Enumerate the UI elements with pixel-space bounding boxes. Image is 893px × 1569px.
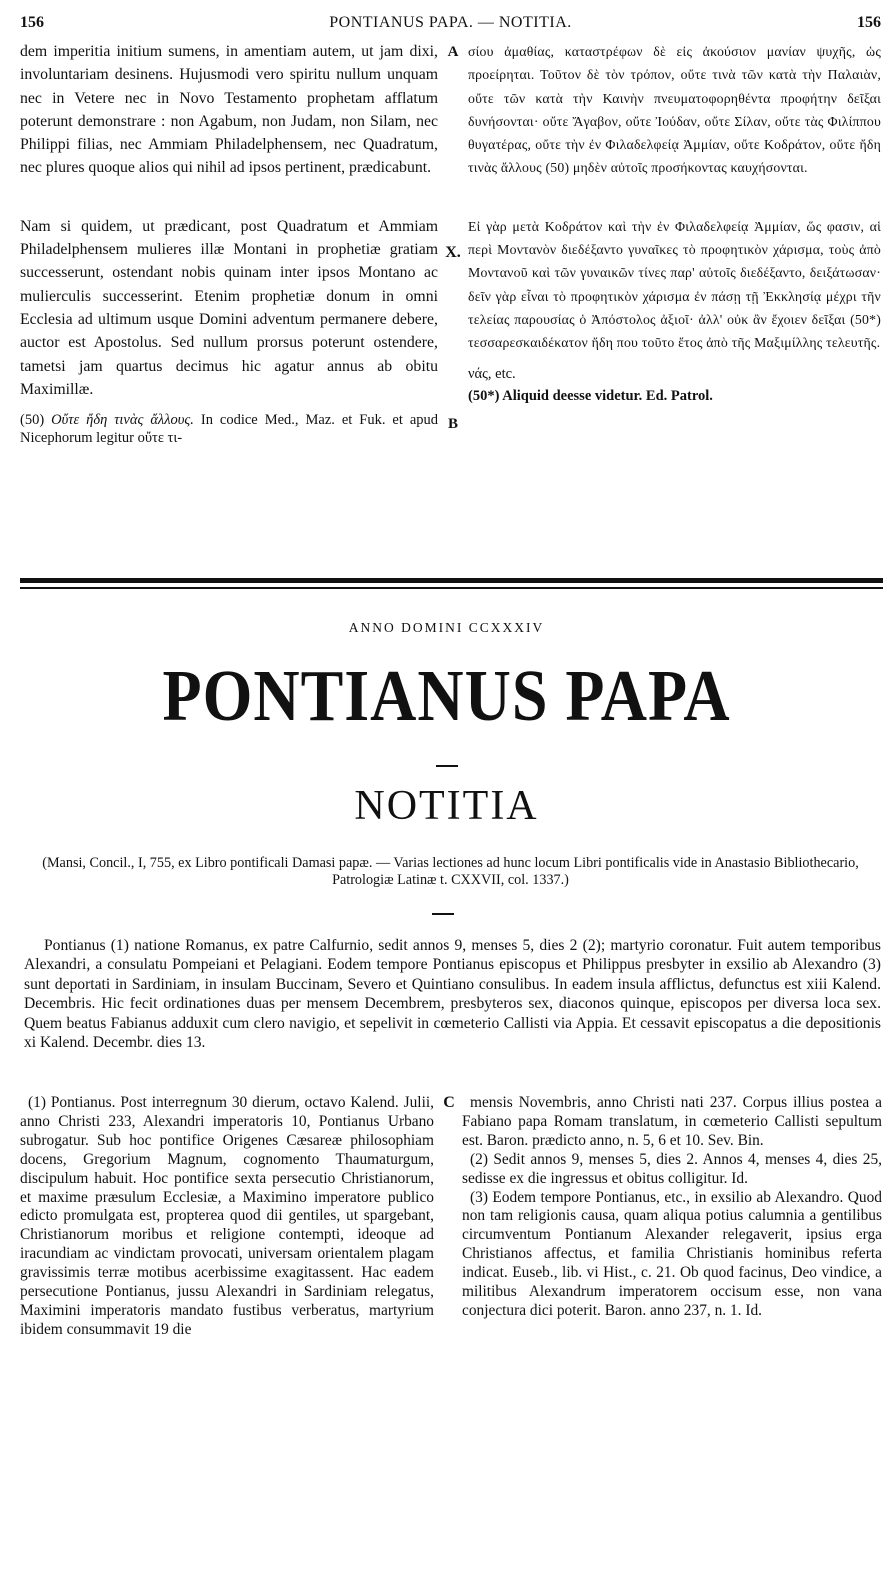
footnote-3: (3) Eodem tempore Pontianus, etc., in exsilio ab Alexandro. Quod non tam religionis causa, quam aliqua potius calumnia a gentilibus circumventum Pontianum Alexander relegaverit, ipsius erga Christianos affectus, et familia Christianis hominibus referta indicat. Euseb., lib. vi Hist., c. 21. Ob quod facinus, Deo vindice, a militibus Alexandrum imperatorem occisum esse, non vana conjectura dici poterit. Baron. anno 237, n. 1. Id. <box>462 1188 882 1319</box>
top-two-column-section <box>20 40 881 560</box>
latin-paragraph-1: dem imperitia initium sumens, in amentiam autem, ut jam dixi, involuntariam desinens. Hujusmodi vero spiritu nullum unquam nec in Vetere nec in Novo Testamento prophetam afflatum poterunt demonstrare : non Agabum, non Judam, non Silam, nec Philippi filias, nec Ammiam Philadelphensem, nec Quadratum, nec plures quoque alios qui nihil ad ipsos pertinent, prædicabunt. <box>20 43 438 177</box>
subtitle: NOTITIA <box>354 783 539 829</box>
greek-paragraph-1: σίου ἀμαθίας, καταστρέφων δὲ εἰς ἀκούσιον μανίαν ψυχῆς, ὡς προείρηται. Τοῦτον δὲ τὸν τρόπον, οὔτε τινὰ τῶν κατὰ τὴν Παλαιὰν, οὔτε τῶν κατὰ τὴν Καινὴν πνευματοφορηθέντα προφήτην δεῖξαι δυνήσονται· οὔτε Ἄγαβον, οὔτε Ἰούδαν, οὔτε Σίλαν, οὔτε τὰς Φιλίππου θυγατέρας, οὔτε τὴν ἐν Φιλαδελφείᾳ Ἀμμίαν, οὔτε Κοδράτον, οὔτε ἤδη τινὰς ἄλλους (50) μηδὲν αὐτοῖς προσήκοντας καυχήσονται. <box>468 44 881 176</box>
footnotes-right-column <box>462 1094 882 1321</box>
page-number-left: 156 <box>20 14 44 31</box>
footnote-50-number: (50) <box>20 412 45 429</box>
main-title: PONTIANUS PAPA <box>162 654 731 737</box>
marginal-letter-a: A <box>447 44 459 60</box>
greek-column <box>468 40 881 405</box>
marginal-letter-c: C <box>443 1094 455 1111</box>
footnote-1: (1) Pontianus. Post interregnum 30 dierum, octavo Kalend. Julii, anno Christi 233, Alexandri imperatoris 10, Pontianus Urbano subrogatur. Sub hoc pontifice Origenes Cæsareæ philosophiam docens, Gregorium Magnum, cognomento Thaumaturgum, discipulum habuit. Hoc pontifice sexta persecutio Christianorum, et maxime præsulum Ecclesiæ, a Maximino imperatore publico edicto promulgata est, propterea quod dii gentiles, ut spargebant, Christianorum moribus et religione contempti, ideoque ad iracundiam ac vindictam provocati, universam orientalem plagam gravissimis terræ motibus acerbissime exagitassent. Hac eadem persecutione Pontianus, jussu Alexandri in Sardiniam relegatus, Maximini imperatoris mandato fustibus verberatus, martyrium ibidem consummavit 19 die <box>20 1094 434 1338</box>
footnote-1-continued: mensis Novembris, anno Christi nati 237. Corpus illius postea a Fabiano papa Romam translatum, in cœmeterio Callisti sepultum est. Baron. prædicto anno, n. 5, 6 et 10. Sev. Bin. <box>462 1094 882 1149</box>
footnote-50-continued: νάς, etc. <box>468 365 516 382</box>
source-citation: (Mansi, Concil., I, 755, ex Libro pontificali Damasi papæ. — Varias lectiones ad hunc locum Libri pontificalis vide in Anastasio Bibliothecario, Patrologiæ Latinæ t. CXXVII, col. 1337.) <box>42 855 859 888</box>
marginal-letter-b: B <box>447 416 458 432</box>
year-heading: ANNO DOMINI CCXXXIV <box>348 620 545 635</box>
citation-dash <box>432 913 454 915</box>
latin-paragraph-2: Nam si quidem, ut prædicant, post Quadratum et Ammiam Philadelphensem mulieres illæ Montani in prophetiæ gratiam successerunt, ostendant nobis quinam inter ipsos Montano ac mulierculis successerint. Etenim prophetiæ donum in omni Ecclesia ad ultimum usque Domini adventum permanere debere, auctor est Apostolus. Sed nullum prorsus poterunt ostendere, tametsi jam quartus decimus hic agatur annus ab obitu Maximillæ. <box>20 217 438 398</box>
footnotes-left-column <box>20 1094 434 1340</box>
footnote-50-text: In codice Med., Maz. et Fuk. et apud Nicephorum legitur οὔτε τι- <box>20 412 439 447</box>
section-divider-thick <box>20 578 883 583</box>
section-divider-thin <box>20 587 883 589</box>
footnote-50-star: (50*) Aliquid deesse videtur. Ed. Patrol. <box>468 387 713 404</box>
footnote-50 <box>20 411 438 447</box>
page-number-right: 156 <box>857 14 881 31</box>
footnote-2: (2) Sedit annos 9, menses 5, dies 2. Annos 4, menses 4, dies 25, sedisse ex die ingressus et obitus colligitur. Id. <box>462 1150 882 1187</box>
running-head <box>20 14 881 36</box>
greek-paragraph-2: Εἰ γὰρ μετὰ Κοδράτον καὶ τὴν ἐν Φιλαδελφείᾳ Ἀμμίαν, ὥς φασιν, αἱ περὶ Μοντανὸν διεδέξαντο γυναῖκες τὸ προφητικὸν χάρισμα, τοὺς ἀπὸ Μοντανοῦ καὶ τῶν γυναικῶν τίνες παρ' αὐτοῖς διεδέξαντο, δειξάτωσαν· δεῖν γὰρ εἶναι τὸ προφητικὸν χάρισμα ἐν πάσῃ τῇ Ἐκκλησίᾳ μέχρι τῆν τελείας παρουσίας ὁ Ἀπόστολος ἀξιοῖ· ἀλλ' οὐκ ἂν ἔχοιεν δεῖξαι (50*) τεσσαρεσκαιδέκατον ἤδη που τοῦτο ἔτος ἀπὸ τῆς Μαξιμίλλης τελευτῆς. <box>468 218 881 351</box>
footnote-50-greek: Οὔτε ἤδη τινὰς ἄλλους. <box>51 412 194 429</box>
latin-column <box>20 40 438 447</box>
main-paragraph: Pontianus (1) natione Romanus, ex patre Calfurnio, sedit annos 9, menses 5, dies 2 (2); martyrio coronatur. Fuit autem temporibus Alexandri, a consulatu Pompeiani et Pelagiani. Eodem tempore Pontianus episcopus et Philippus presbyter in exsilio ab Alexandro (3) sunt deportati in Sardiniam, in insulam Buccinam, Severo et Quintiano consulibus. In eadem insula afflictus, defunctus est xiii Kalend. Decembris. Hic fecit ordinationes duas per mensem Decembrem, presbyteros sex, diaconos quinque, episcopos per diversa loca sex. Quem beatus Fabianus adduxit cum clero navigio, et sepelivit in cœmeterio Callisti via Appia. Et cessavit episcopatus a die depositionis xi Kalend. Decembr. dies 13. <box>24 937 881 1052</box>
section-number: X. <box>445 244 461 261</box>
title-dash <box>436 765 458 767</box>
running-title: PONTIANUS PAPA. — NOTITIA. <box>329 14 572 31</box>
